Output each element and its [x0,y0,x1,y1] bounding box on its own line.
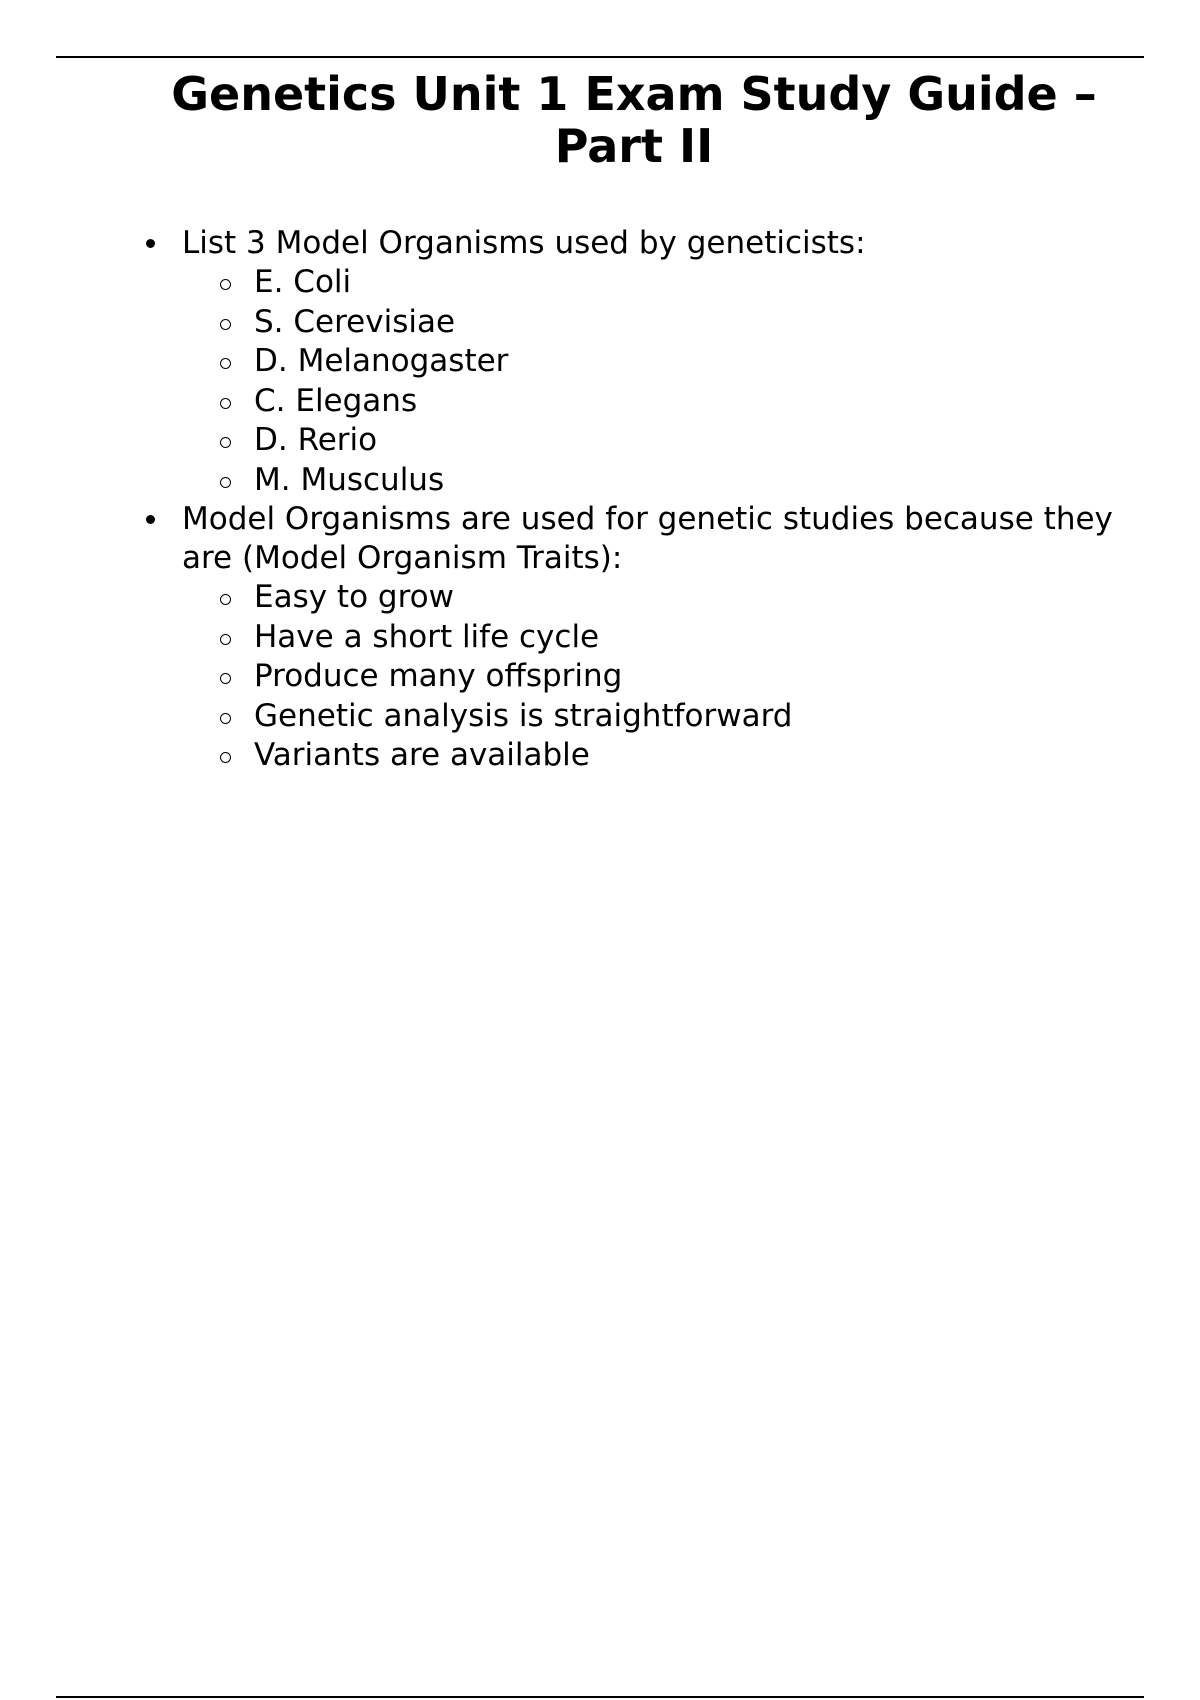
page-title: Genetics Unit 1 Exam Study Guide – Part II [171,67,1097,173]
main-list [140,224,1160,776]
list-item-text: D. Rerio [254,422,378,458]
bullet-disc-icon [146,515,155,524]
bullet-circle-icon [220,398,231,409]
list-item-text: Genetic analysis is straightforward [254,697,793,734]
list-item [254,618,1160,658]
list-item-text: Easy to grow [254,579,454,615]
list-item-text: Variants are available [254,737,590,773]
bullet-circle-icon [220,358,231,369]
bullet-circle-icon [220,673,231,684]
bullet-disc-icon [146,239,155,248]
bullet-circle-icon [220,437,231,448]
bullet-circle-icon [220,477,231,488]
list-item [254,736,1160,776]
section-heading: Model Organisms are used for genetic studies because they are (Model Organism Traits): [182,501,1113,576]
list-item-text: M. Musculus [254,461,445,498]
list-item [254,382,1160,422]
list-item-text: E. Coli [254,264,352,300]
traits-sublist [140,578,1160,776]
list-item [254,421,1160,461]
list-item-text: S. Cerevisiae [254,303,456,340]
list-item-text: Have a short life cycle [254,618,600,655]
list-item-text: Produce many offspring [254,658,623,694]
bullet-circle-icon [220,752,231,763]
section-heading: List 3 Model Organisms used by geneticists: [182,225,866,261]
list-item [254,342,1160,382]
list-item-model-organism-traits [140,500,1160,776]
list-item [254,697,1160,737]
bullet-circle-icon [220,594,231,605]
list-item [254,578,1160,618]
study-guide-content [140,224,1160,776]
list-item-text: D. Melanogaster [254,343,509,379]
bottom-divider [56,1696,1144,1698]
list-item [254,263,1160,303]
bullet-circle-icon [220,319,231,330]
list-item-model-organisms [140,224,1160,500]
list-item [254,461,1160,501]
top-divider [56,56,1144,58]
bullet-circle-icon [220,713,231,724]
bullet-circle-icon [220,634,231,645]
list-item-text: C. Elegans [254,382,418,419]
model-organisms-sublist [140,263,1160,500]
list-item [254,657,1160,697]
bullet-circle-icon [220,279,231,290]
list-item [254,303,1160,343]
